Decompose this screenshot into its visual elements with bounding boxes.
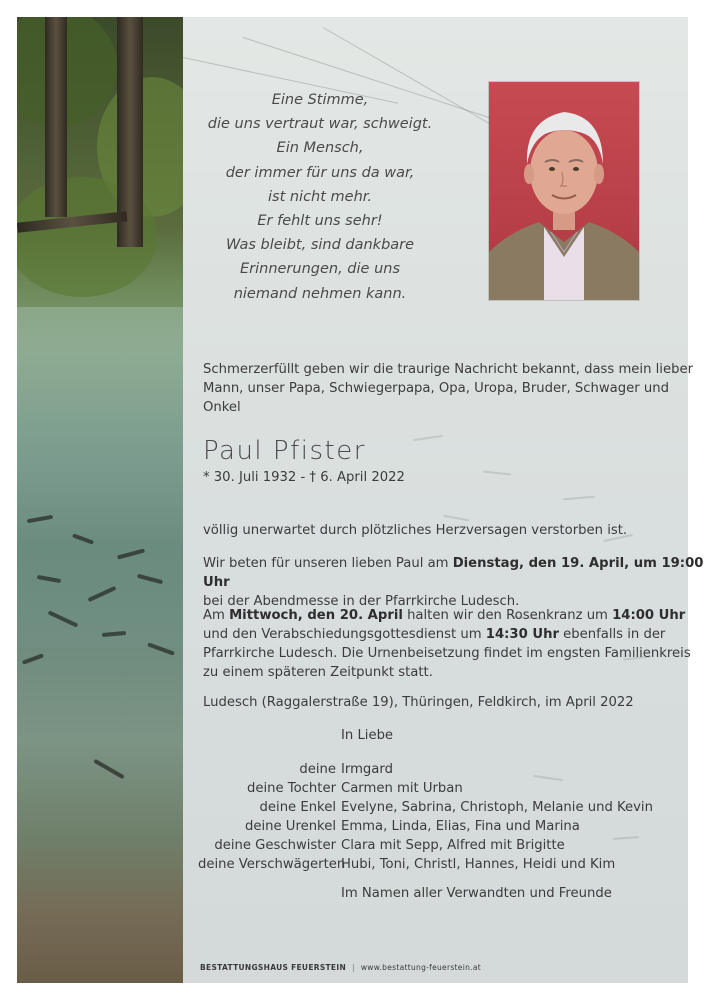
rosary-time: 14:00 Uhr: [612, 608, 686, 623]
family-names: Carmen mit Urban: [341, 781, 463, 796]
family-list: [198, 760, 653, 874]
poem-line: die uns vertraut war, schweigt.: [207, 116, 433, 133]
family-relation: deine Enkel: [259, 800, 336, 815]
family-names: Emma, Linda, Elias, Fina und Marina: [341, 819, 580, 834]
funeral-line: Pfarrkirche Ludesch. Die Urnenbeisetzung findet im engsten Familienkreis: [203, 646, 691, 661]
poem-line: Er fehlt uns sehr!: [257, 213, 383, 230]
portrait-illustration: [489, 82, 639, 300]
funeral-home-name: BESTATTUNGSHAUS FEUERSTEIN: [200, 963, 347, 972]
intro-line: Schmerzerfüllt geben wir die traurige Nachricht bekannt, dass mein lieber: [203, 362, 693, 377]
forest-stream-photo: [17, 17, 183, 983]
ripple: [413, 435, 443, 441]
family-names: Evelyne, Sabrina, Christoph, Melanie und Kevin: [341, 800, 653, 815]
family-relation: deine Verschwägerten: [198, 857, 346, 872]
family-row: [198, 760, 653, 779]
fish-shape: [22, 653, 44, 664]
family-row: [198, 836, 653, 855]
family-relation: deine Tochter: [246, 781, 336, 796]
poem-line: niemand nehmen kann.: [233, 285, 407, 302]
service-time: 14:30 Uhr: [485, 627, 559, 642]
poem-line: Eine Stimme,: [271, 92, 369, 108]
tree-trunk: [45, 17, 67, 217]
cause-text: völlig unerwartet durch plötzliches Herzversagen verstorben ist.: [203, 523, 628, 538]
funeral-service: und den Verabschiedungsgottesdienst um: [203, 627, 486, 642]
funeral-am: Am: [203, 608, 230, 623]
mass-date: Dienstag, den 19. April, um 19:00 Uhr: [203, 556, 704, 590]
ripple: [563, 496, 595, 501]
family-names: Hubi, Toni, Christl, Hannes, Heidi und Kim: [341, 857, 616, 872]
life-dates: * 30. Juli 1932 - † 6. April 2022: [203, 470, 405, 485]
closing-line: Im Namen aller Verwandten und Freunde: [341, 886, 612, 901]
poem-line: Was bleibt, sind dankbare: [225, 237, 415, 254]
funeral-text: [203, 606, 691, 682]
family-relation: deine: [299, 762, 336, 777]
family-row: [198, 798, 653, 817]
footer: [200, 963, 481, 972]
family-names: Irmgard: [341, 762, 393, 777]
deceased-name: Paul Pfister: [203, 436, 366, 466]
family-row: [198, 779, 653, 798]
place-date: Ludesch (Raggalerstraße 19), Thüringen, Feldkirch, im April 2022: [203, 695, 634, 710]
footer-separator: |: [352, 963, 355, 972]
in-liebe: In Liebe: [341, 728, 394, 743]
funeral-home-url[interactable]: www.bestattung-feuerstein.at: [360, 963, 481, 972]
ripple: [483, 471, 511, 476]
poem-line: der immer für uns da war,: [225, 164, 415, 181]
fish-shape: [93, 759, 124, 779]
mass-text: [203, 554, 707, 611]
intro-line: Mann, unser Papa, Schwiegerpapa, Opa, Uropa, Bruder, Schwager und Onkel: [203, 381, 669, 415]
family-names: Clara mit Sepp, Alfred mit Brigitte: [341, 838, 565, 853]
foliage-shape: [17, 17, 117, 127]
family-relation: deine Urenkel: [244, 819, 336, 834]
poem-line: ist nicht mehr.: [267, 188, 373, 205]
portrait-photo: [489, 82, 639, 300]
intro-text: [203, 360, 707, 417]
family-relation: deine Geschwister: [214, 838, 336, 853]
funeral-service-end: ebenfalls in der: [558, 627, 666, 642]
poem-line: Ein Mensch,: [276, 140, 364, 157]
family-row: [198, 855, 653, 874]
funeral-line: zu einem späteren Zeitpunkt statt.: [203, 665, 433, 680]
family-row: [198, 817, 653, 836]
memorial-poem: [200, 88, 440, 306]
poem-line: Erinnerungen, die uns: [239, 261, 401, 278]
mass-location: bei der Abendmesse in der Pfarrkirche Ludesch.: [203, 594, 520, 609]
funeral-mid: halten wir den Rosenkranz um: [402, 608, 613, 623]
mass-intro: Wir beten für unseren lieben Paul am: [203, 556, 453, 571]
rosary-day: Mittwoch, den 20. April: [229, 608, 403, 623]
